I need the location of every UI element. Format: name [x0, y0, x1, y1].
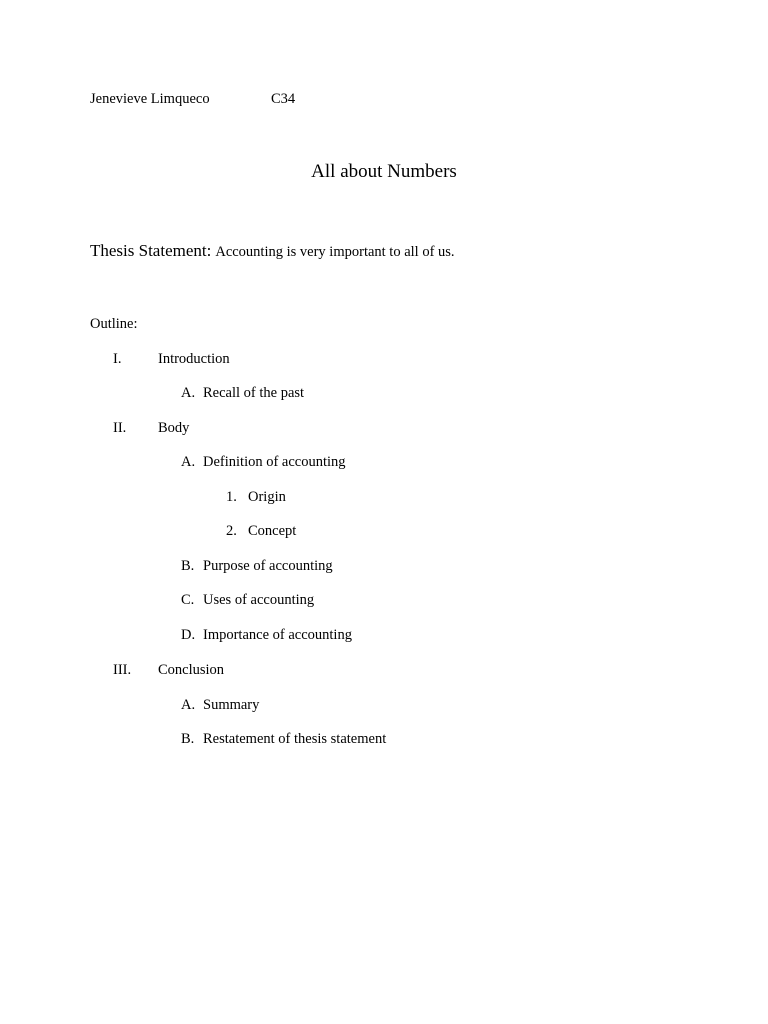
- outline-item-introduction: Introduction: [158, 351, 230, 367]
- outline-marker: B.: [181, 558, 195, 574]
- outline-marker: A.: [181, 385, 196, 401]
- thesis-statement: [90, 242, 455, 260]
- outline-item-importance-of-accounting: Importance of accounting: [203, 627, 352, 643]
- outline-marker-ii: II.: [113, 420, 127, 436]
- outline-marker: B.: [181, 731, 195, 747]
- outline-item-purpose-of-accounting: Purpose of accounting: [203, 558, 333, 574]
- outline-item-uses-of-accounting: Uses of accounting: [203, 592, 315, 608]
- outline-marker: 2.: [226, 523, 237, 539]
- outline-marker: C.: [181, 592, 195, 608]
- document-title: All about Numbers: [311, 161, 457, 182]
- outline-marker: D.: [181, 627, 196, 643]
- outline-marker-i: I.: [113, 351, 122, 367]
- outline-item-body: Body: [158, 420, 190, 436]
- outline-item-restatement-of-thesis-statement: Restatement of thesis statement: [203, 731, 387, 747]
- class-code: C34: [271, 91, 296, 107]
- outline-marker-iii: III.: [113, 662, 132, 678]
- thesis-label: Thesis Statement:: [90, 241, 212, 260]
- author-name: Jenevieve Limqueco: [90, 91, 210, 107]
- outline-item-origin: Origin: [248, 489, 286, 505]
- outline-item-recall-of-the-past: Recall of the past: [203, 385, 305, 401]
- outline-item-conclusion: Conclusion: [158, 662, 225, 678]
- outline-item-summary: Summary: [203, 697, 260, 713]
- outline-marker: A.: [181, 454, 196, 470]
- thesis-text: Accounting is very important to all of us.: [215, 244, 455, 260]
- outline-marker: A.: [181, 697, 196, 713]
- outline-marker: 1.: [226, 489, 237, 505]
- outline-item-concept: Concept: [248, 523, 297, 539]
- outline-label: Outline:: [90, 316, 138, 332]
- outline-item-definition-of-accounting: Definition of accounting: [203, 454, 346, 470]
